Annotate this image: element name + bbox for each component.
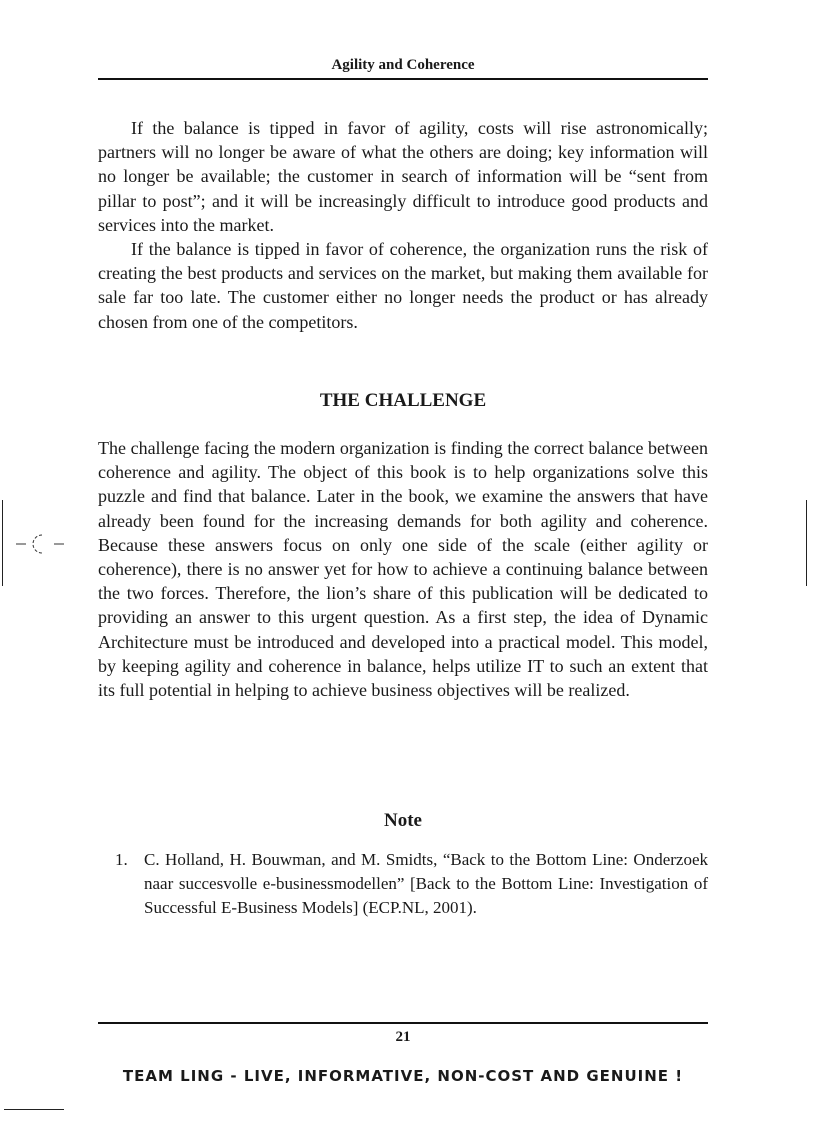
page-number: 21 [395, 1029, 411, 1045]
paragraph-coherence: If the balance is tipped in favor of coherence, the organization runs the risk of creating the best products and services on the market, but making them available for sale far too late. The customer either no longer needs the product or has already chosen from one of the competitors. [98, 239, 708, 332]
registration-mark-icon [16, 532, 66, 556]
notes-list [98, 848, 708, 920]
crop-mark-right [806, 500, 807, 586]
running-head-title: Agility and Coherence [331, 57, 475, 73]
crop-mark-left [2, 500, 3, 586]
footer-tagline: TEAM LING - LIVE, INFORMATIVE, NON-COST AND GENUINE ! [122, 1067, 684, 1085]
footer-rule [98, 1022, 708, 1024]
section-heading-challenge: THE CHALLENGE [319, 390, 487, 411]
note-text: C. Holland, H. Bouwman, and M. Smidts, “Back to the Bottom Line: Onderzoek naar succesvolle e-businessmodellen” [Back to the Bottom Line: Investigation of Successful E-Business Models] (ECP.NL, 2001). [144, 850, 708, 917]
note-number: 1. [115, 850, 128, 869]
notes-heading: Note [384, 810, 422, 831]
note-item [98, 848, 708, 920]
paragraph-challenge: The challenge facing the modern organization is finding the correct balance between coherence and agility. The object of this book is to help organizations solve this puzzle and find that balance. Later in the book, we examine the answers that have already been found for the increasing demands for both agility and coherence. Because these answers focus on only one side of the scale (either agility or coherence), there is no answer yet for how to achieve a continuing balance between the two forces. Therefore, the lion’s share of this publication will be dedicated to providing an answer to this urgent question. As a first step, the idea of Dynamic Architecture must be introduced and developed into a practical model. This model, by keeping agility and coherence in balance, helps utilize IT to such an extent that its full potential in helping to achieve business objectives will be realized. [98, 438, 708, 701]
crop-mark-bottom [4, 1109, 64, 1110]
body-text-top [98, 116, 708, 334]
header-rule [98, 78, 708, 80]
paragraph-agility: If the balance is tipped in favor of agility, costs will rise astronomically; partners will no longer be aware of what the others are doing; key information will no longer be available; the customer in search of information will be “sent from pillar to post”; and it will be increasingly difficult to introduce good products and services into the market. [98, 118, 708, 235]
